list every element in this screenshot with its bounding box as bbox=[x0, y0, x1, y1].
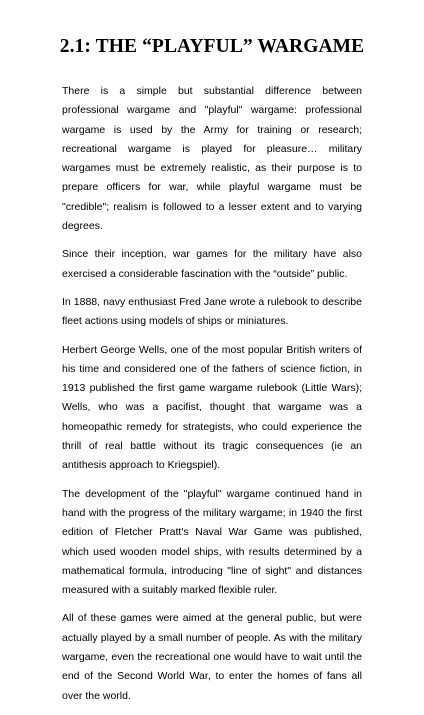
paragraph: In 1888, navy enthusiast Fred Jane wrote a rulebook to describe fleet actions using models of ships or miniatures. bbox=[62, 295, 362, 328]
paragraph: All of these games were aimed at the general public, but were actually played by a small number of people. As with the military wargame, even the recreational one would have to wait until the end of the Second World War, to enter the homes of fans all over the world. bbox=[62, 612, 362, 702]
paragraph: There is a simple but substantial difference between professional wargame and "playful" wargame: professional wargame is used by the Army for training or research; recreational wargame is played for pleasure… military wargames must be extremely realistic, as their purpose is to prepare officers for war, while playful wargame must be "credible"; realism is followed to a lesser extent and to varying degrees. bbox=[62, 85, 362, 233]
paragraph: Herbert George Wells, one of the most popular British writers of his time and considered one of the fathers of science fiction, in 1913 published the first game wargame rulebook (Little Wars); Wells, who was a pacifist, thought that wargame was a homeopathic remedy for strategists, who could experience the thrill of real battle without its tragic consequences (ie an antithesis approach to Kriegspiel). bbox=[62, 343, 362, 472]
body-text bbox=[62, 82, 362, 715]
paragraph: Since their inception, war games for the military have also exercised a considerable fascination with the “outside” public. bbox=[62, 248, 362, 280]
paragraph: The development of the "playful" wargame continued hand in hand with the progress of the military wargame; in 1940 the first edition of Fletcher Pratt's Naval War Game was published, which used wooden model ships, with results determined by a mathematical formula, introducing "line of sight" and distances measured with a suitably marked flexible ruler. bbox=[62, 487, 362, 597]
section-title: 2.1: THE “PLAYFUL” WARGAME bbox=[59, 36, 365, 57]
